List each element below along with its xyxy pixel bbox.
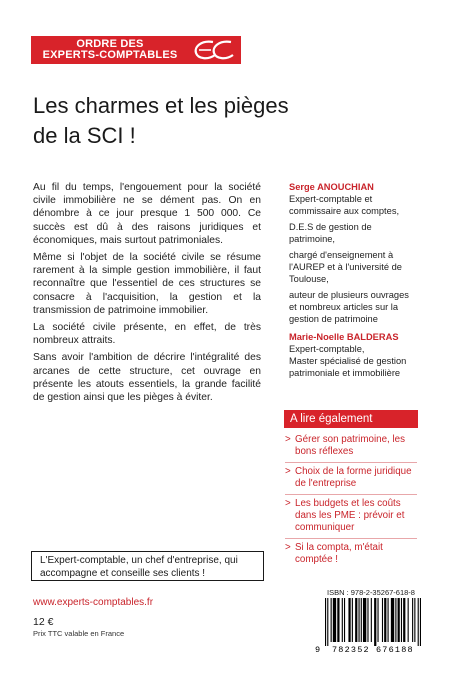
related-books-list [285, 434, 417, 573]
author-bio-line: chargé d'enseignement à l'AUREP et à l'université de Toulouse, [289, 250, 402, 284]
isbn: ISBN : 978-2-35267-618-8 [327, 588, 415, 597]
barcode-bar [414, 598, 415, 642]
barcode-bar [367, 598, 368, 642]
barcode-bar [391, 598, 394, 642]
barcode-bar [374, 598, 376, 646]
related-book-item[interactable] [285, 434, 417, 463]
website-link[interactable]: www.experts-comptables.fr [33, 597, 154, 608]
barcode-first-digit: 9 [315, 645, 321, 655]
chevron-right-icon: > [285, 498, 291, 509]
author-bio-line: Expert-comptable et commissaire aux comptes, [289, 194, 400, 216]
barcode-bar [327, 598, 328, 646]
logo-line1: ORDRE DES [76, 38, 144, 50]
barcode [315, 598, 425, 656]
related-book-title: Si la compta, m'était comptée ! [295, 542, 383, 565]
related-book-item[interactable] [285, 542, 417, 570]
logo-line2: EXPERTS-COMPTABLES [42, 49, 178, 61]
author-bio-line: auteur de plusieurs ouvrages et nombreux articles sur la gestion de patrimoine [289, 290, 409, 324]
description [33, 181, 261, 408]
ordre-experts-comptables-logo [31, 36, 241, 64]
barcode-bar [352, 598, 353, 642]
related-book-item[interactable] [285, 466, 417, 495]
related-book-title: Les budgets et les coûts dans les PME : prévoir et communiquer [295, 498, 405, 533]
barcode-bar [325, 598, 326, 646]
price-note: Prix TTC valable en France [33, 629, 125, 638]
related-book-title: Gérer son patrimoine, les bons réflexes [295, 434, 405, 457]
barcode-bar [337, 598, 339, 642]
barcode-bars [325, 598, 421, 646]
barcode-bar [361, 598, 362, 642]
barcode-group2: 676188 [376, 645, 414, 655]
chevron-right-icon: > [285, 466, 291, 477]
title-line1: Les charmes et les pièges [33, 93, 289, 118]
chevron-right-icon: > [285, 542, 291, 553]
barcode-bar [412, 598, 413, 642]
barcode-bar [382, 598, 383, 642]
barcode-bar [403, 598, 405, 642]
barcode-bar [355, 598, 357, 642]
barcode-bar [331, 598, 332, 642]
authors-block [289, 181, 414, 379]
related-book-title: Choix de la forme juridique de l'entreprise [295, 466, 412, 489]
barcode-bar [363, 598, 366, 642]
barcode-bar [348, 598, 350, 642]
barcode-bar [408, 598, 409, 642]
description-paragraph: Même si l'objet de la société civile se résume rarement à la simple gestion immobilière, il faut reconnaître que l'essentiel de ces structures se consacre à l'acquisition, la gestion et la transmission de patrimoine immobilier. [33, 252, 261, 316]
barcode-bar [342, 598, 343, 642]
description-paragraph: Au fil du temps, l'engouement pour la société civile immobilière ne se dément pas. On en dénombre à ce jour presque 1 500 000. Ce succès est dû à des raisons juridiques et économiques, mais surtout patrimoniales. [33, 182, 261, 246]
barcode-group1: 782352 [332, 645, 370, 655]
barcode-bar [377, 598, 378, 642]
barcode-bar [358, 598, 359, 642]
author-name: Serge ANOUCHIAN [289, 182, 374, 192]
ec-swirl-icon [191, 38, 239, 62]
barcode-bar [395, 598, 396, 642]
description-paragraph: La société civile présente, en effet, de très nombreux attraits. [33, 322, 261, 347]
author-bio-line: Expert-comptable, [289, 344, 365, 354]
price: 12 € [33, 616, 54, 628]
tagline-box: L'Expert-comptable, un chef d'entreprise, qui accompagne et conseille ses clients ! [31, 551, 264, 581]
barcode-bar [418, 598, 419, 646]
barcode-bar [401, 598, 402, 642]
barcode-bar [384, 598, 386, 642]
author-name: Marie-Noelle BALDERAS [289, 332, 399, 342]
barcode-bar [398, 598, 400, 642]
book-title [33, 91, 363, 151]
chevron-right-icon: > [285, 434, 291, 445]
description-paragraph: Sans avoir l'ambition de décrire l'intégralité des arcanes de cette structure, cet ouvrage en présente les atouts essentiels, la grande facilité de gestion ainsi que les pièges à éviter. [33, 352, 261, 404]
barcode-bar [371, 598, 372, 642]
author-bio-line: D.E.S de gestion de patrimoine, [289, 222, 372, 244]
barcode-bar [388, 598, 389, 642]
barcode-bar [344, 598, 345, 642]
barcode-bar [333, 598, 336, 642]
related-books-header: A lire également [284, 410, 418, 428]
author-bio-line: Master spécialisé de gestion patrimoniale et immobilière [289, 356, 407, 378]
related-book-item[interactable] [285, 498, 417, 539]
title-line2: de la SCI ! [33, 123, 136, 148]
barcode-bar [420, 598, 421, 646]
